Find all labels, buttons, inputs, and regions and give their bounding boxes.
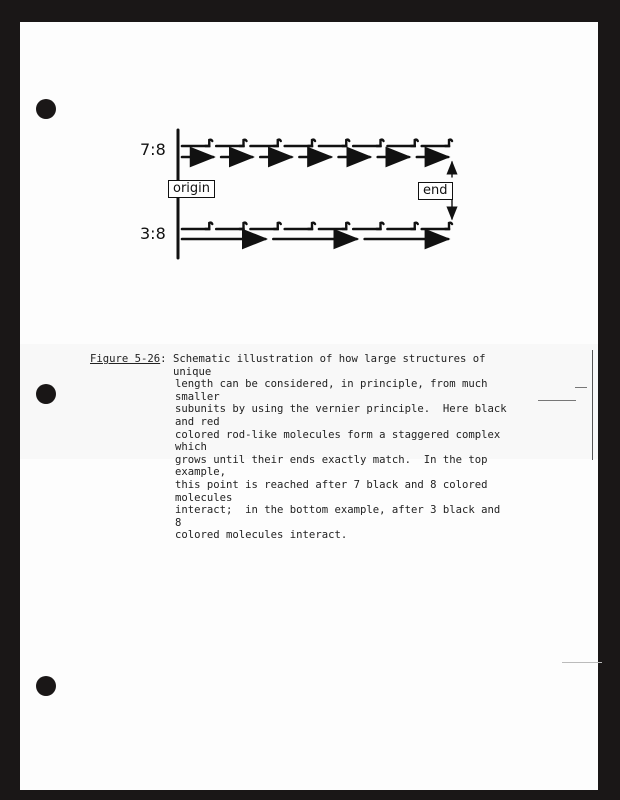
rod-hook <box>308 223 315 229</box>
end-box: end <box>418 182 453 200</box>
caption-line: colored rod-like molecules form a staggered complex which <box>175 428 507 454</box>
caption-line: grows until their ends exactly match. In the top example, <box>175 453 494 479</box>
rod-hook <box>274 223 281 229</box>
figure-label: Figure 5-26 <box>90 353 161 365</box>
caption-line: this point is reached after 7 black and 8 colored molecules <box>175 478 494 504</box>
caption-line: interact; in the bottom example, after 3 black and 8 <box>175 504 507 529</box>
figure-caption <box>90 353 514 542</box>
scan-mark <box>562 662 602 663</box>
rod-hook <box>342 140 349 146</box>
rod-hook <box>274 140 281 146</box>
rod-hook <box>411 140 418 146</box>
caption-line: Schematic illustration of how large structures of unique <box>172 353 492 378</box>
scan-edge-line <box>592 350 593 460</box>
caption-lead: Figure 5-26: <box>90 353 173 365</box>
vernier-diagram <box>20 22 598 282</box>
caption-body <box>90 378 514 542</box>
caption-line: length can be considered, in principle, from much smaller <box>175 378 494 403</box>
caption-line: colored molecules interact. <box>175 529 348 542</box>
punch-hole-bottom <box>36 676 56 696</box>
ratio-label-bottom: 3:8 <box>140 224 166 243</box>
ratio-label-top: 7:8 <box>140 140 166 159</box>
rod-hook <box>377 140 384 146</box>
caption-line: subunits by using the vernier principle. Here black and red <box>175 403 514 428</box>
origin-box: origin <box>168 180 215 198</box>
rod-hook <box>411 223 418 229</box>
rod-hook <box>205 140 212 146</box>
rod-hook <box>240 223 247 229</box>
rod-hook <box>205 223 212 229</box>
rod-hook <box>240 140 247 146</box>
rod-hook <box>445 223 452 229</box>
caption-first-row <box>90 353 510 378</box>
scan-mark <box>575 387 587 388</box>
scan-mark <box>538 400 576 401</box>
document-page <box>20 22 598 790</box>
rod-hook <box>308 140 315 146</box>
rod-hook <box>445 140 452 146</box>
rod-hook <box>342 223 349 229</box>
rod-hook <box>377 223 384 229</box>
